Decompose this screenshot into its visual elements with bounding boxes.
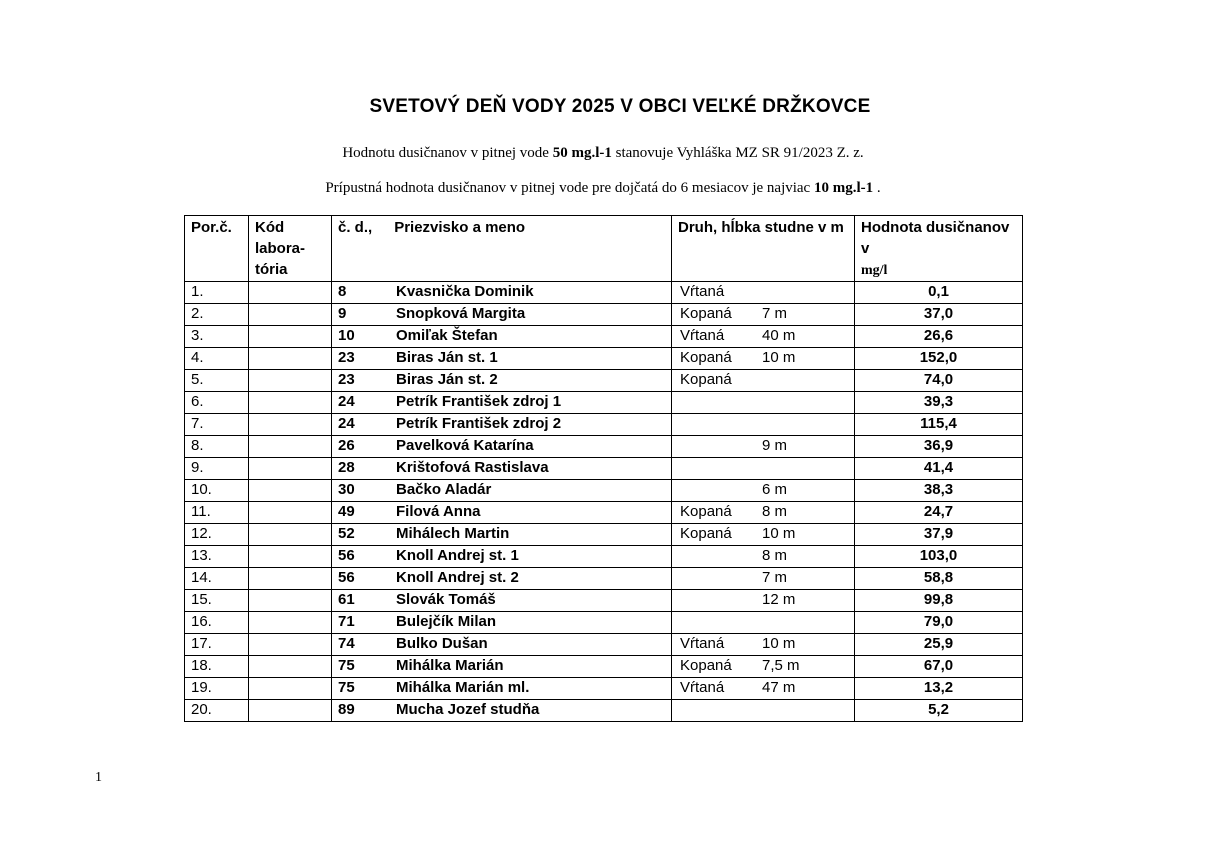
cell-nitrate-value: 37,9	[855, 524, 1023, 546]
header-lab-code: Kód labora-tória	[249, 216, 332, 282]
cell-house-number: 24	[338, 393, 355, 410]
table-row	[185, 568, 1023, 590]
cell-name: Snopková Margita	[396, 305, 526, 322]
cell-well	[672, 590, 855, 612]
cell-lab-code	[249, 458, 332, 480]
cell-lab-code	[249, 678, 332, 700]
cell-well	[672, 414, 855, 436]
cell-well	[672, 304, 855, 326]
cell-well	[672, 348, 855, 370]
cell-house-name	[332, 458, 672, 480]
cell-house-name	[332, 612, 672, 634]
infant-limit-note	[0, 180, 1206, 197]
cell-lab-code	[249, 546, 332, 568]
cell-house-name	[332, 326, 672, 348]
cell-order: 12.	[185, 524, 249, 546]
cell-house-number: 23	[338, 371, 355, 388]
cell-order: 7.	[185, 414, 249, 436]
cell-order: 6.	[185, 392, 249, 414]
cell-name: Kvasnička Dominik	[396, 283, 534, 300]
cell-well	[672, 700, 855, 722]
cell-nitrate-value: 5,2	[855, 700, 1023, 722]
table-row	[185, 304, 1023, 326]
cell-house-name	[332, 546, 672, 568]
cell-well-kind: Kopaná	[680, 525, 732, 542]
cell-house-number: 28	[338, 459, 355, 476]
cell-well	[672, 568, 855, 590]
cell-house-number: 75	[338, 657, 355, 674]
cell-lab-code	[249, 568, 332, 590]
cell-lab-code	[249, 414, 332, 436]
table-row	[185, 282, 1023, 304]
cell-nitrate-value: 13,2	[855, 678, 1023, 700]
cell-well-kind: Kopaná	[680, 371, 732, 388]
cell-well-depth: 6 m	[762, 481, 788, 498]
cell-lab-code	[249, 370, 332, 392]
cell-house-number: 56	[338, 547, 355, 564]
note-text: stanovuje Vyhláška MZ SR 91/2023 Z. z.	[611, 145, 864, 161]
cell-nitrate-value: 103,0	[855, 546, 1023, 568]
table-row	[185, 480, 1023, 502]
cell-nitrate-value: 0,1	[855, 282, 1023, 304]
table-row	[185, 458, 1023, 480]
cell-house-name	[332, 502, 672, 524]
table-row	[185, 524, 1023, 546]
cell-house-name	[332, 590, 672, 612]
cell-lab-code	[249, 348, 332, 370]
cell-lab-code	[249, 700, 332, 722]
cell-order: 5.	[185, 370, 249, 392]
cell-well	[672, 480, 855, 502]
cell-well-kind: Kopaná	[680, 305, 732, 322]
cell-lab-code	[249, 634, 332, 656]
header-well: Druh, hĺbka studne v m	[672, 216, 855, 282]
cell-lab-code	[249, 502, 332, 524]
cell-well-kind: Kopaná	[680, 503, 732, 520]
cell-house-name	[332, 656, 672, 678]
table-row	[185, 436, 1023, 458]
table-row	[185, 414, 1023, 436]
cell-order: 3.	[185, 326, 249, 348]
cell-order: 15.	[185, 590, 249, 612]
cell-house-number: 9	[338, 305, 347, 322]
cell-nitrate-value: 115,4	[855, 414, 1023, 436]
cell-lab-code	[249, 326, 332, 348]
cell-lab-code	[249, 590, 332, 612]
cell-well	[672, 392, 855, 414]
note-limit-value: 50 mg.l-1	[552, 145, 612, 161]
cell-well-depth: 9 m	[762, 437, 788, 454]
cell-house-name	[332, 700, 672, 722]
cell-nitrate-value: 79,0	[855, 612, 1023, 634]
cell-nitrate-value: 25,9	[855, 634, 1023, 656]
table-row	[185, 700, 1023, 722]
cell-well-depth: 12 m	[762, 591, 796, 608]
note-text: Hodnotu dusičnanov v pitnej vode	[342, 145, 553, 161]
cell-house-number: 89	[338, 701, 355, 718]
cell-well-kind: Kopaná	[680, 349, 732, 366]
cell-well-depth: 40 m	[762, 327, 796, 344]
cell-well-kind: Kopaná	[680, 657, 732, 674]
cell-house-name	[332, 348, 672, 370]
table-row	[185, 392, 1023, 414]
cell-order: 10.	[185, 480, 249, 502]
cell-well-kind: Vŕtaná	[680, 679, 725, 696]
cell-well-kind: Vŕtaná	[680, 283, 725, 300]
note-text: Prípustná hodnota dusičnanov v pitnej vode pre dojčatá do 6 mesiacov je najviac	[325, 180, 814, 196]
nitrate-limit-note	[0, 145, 1206, 162]
cell-house-name	[332, 304, 672, 326]
cell-lab-code	[249, 524, 332, 546]
page-number: 1	[95, 770, 102, 785]
table-row	[185, 634, 1023, 656]
cell-house-number: 26	[338, 437, 355, 454]
cell-name: Petrík František zdroj 2	[396, 415, 562, 432]
table-row	[185, 612, 1023, 634]
cell-house-number: 49	[338, 503, 355, 520]
cell-well-kind: Vŕtaná	[680, 635, 725, 652]
cell-well	[672, 436, 855, 458]
cell-name: Mihálka Marián ml.	[396, 679, 530, 696]
table-row	[185, 348, 1023, 370]
cell-order: 18.	[185, 656, 249, 678]
cell-name: Krištofová Rastislava	[396, 459, 549, 476]
cell-house-name	[332, 634, 672, 656]
cell-name: Mucha Jozef studňa	[396, 701, 540, 718]
cell-house-name	[332, 414, 672, 436]
cell-house-number: 75	[338, 679, 355, 696]
cell-order: 16.	[185, 612, 249, 634]
cell-well-depth: 7 m	[762, 305, 788, 322]
cell-nitrate-value: 99,8	[855, 590, 1023, 612]
cell-house-name	[332, 436, 672, 458]
cell-well-depth: 10 m	[762, 349, 796, 366]
cell-name: Filová Anna	[396, 503, 481, 520]
cell-house-name	[332, 392, 672, 414]
table-row	[185, 678, 1023, 700]
table-row	[185, 546, 1023, 568]
cell-name: Omiľak Štefan	[396, 327, 498, 344]
cell-nitrate-value: 39,3	[855, 392, 1023, 414]
table-row	[185, 370, 1023, 392]
cell-order: 19.	[185, 678, 249, 700]
header-name: Priezvisko a meno	[394, 219, 526, 236]
cell-house-number: 23	[338, 349, 355, 366]
header-order: Por.č.	[185, 216, 249, 282]
cell-house-name	[332, 282, 672, 304]
cell-lab-code	[249, 480, 332, 502]
cell-order: 2.	[185, 304, 249, 326]
cell-name: Biras Ján st. 2	[396, 371, 498, 388]
cell-house-number: 71	[338, 613, 355, 630]
cell-lab-code	[249, 656, 332, 678]
cell-house-number: 61	[338, 591, 355, 608]
cell-lab-code	[249, 612, 332, 634]
cell-order: 4.	[185, 348, 249, 370]
note-text: .	[873, 180, 881, 196]
cell-name: Bulko Dušan	[396, 635, 488, 652]
cell-well	[672, 546, 855, 568]
cell-nitrate-value: 41,4	[855, 458, 1023, 480]
cell-nitrate-value: 26,6	[855, 326, 1023, 348]
cell-well	[672, 656, 855, 678]
cell-house-number: 52	[338, 525, 355, 542]
cell-house-number: 74	[338, 635, 355, 652]
cell-house-name	[332, 524, 672, 546]
cell-name: Biras Ján st. 1	[396, 349, 498, 366]
cell-well-kind: Vŕtaná	[680, 327, 725, 344]
cell-name: Petrík František zdroj 1	[396, 393, 562, 410]
cell-nitrate-value: 67,0	[855, 656, 1023, 678]
cell-nitrate-value: 58,8	[855, 568, 1023, 590]
cell-order: 9.	[185, 458, 249, 480]
cell-house-name	[332, 480, 672, 502]
results-table	[184, 215, 1023, 722]
cell-house-number: 24	[338, 415, 355, 432]
cell-order: 1.	[185, 282, 249, 304]
cell-house-number: 30	[338, 481, 355, 498]
header-house-name	[332, 216, 672, 282]
cell-well-depth: 7,5 m	[762, 657, 800, 674]
cell-lab-code	[249, 304, 332, 326]
cell-house-name	[332, 568, 672, 590]
cell-order: 20.	[185, 700, 249, 722]
cell-house-number: 10	[338, 327, 355, 344]
cell-name: Pavelková Katarína	[396, 437, 534, 454]
table-row	[185, 656, 1023, 678]
note-limit-value: 10 mg.l-1	[813, 180, 874, 196]
cell-well	[672, 370, 855, 392]
cell-well-depth: 10 m	[762, 635, 796, 652]
cell-house-name	[332, 370, 672, 392]
cell-well	[672, 524, 855, 546]
table-row	[185, 326, 1023, 348]
cell-name: Mihálech Martin	[396, 525, 510, 542]
cell-lab-code	[249, 392, 332, 414]
cell-house-number: 8	[338, 283, 347, 300]
cell-well-depth: 7 m	[762, 569, 788, 586]
cell-well	[672, 502, 855, 524]
cell-well	[672, 282, 855, 304]
table-row	[185, 502, 1023, 524]
cell-nitrate-value: 152,0	[855, 348, 1023, 370]
cell-well	[672, 634, 855, 656]
cell-order: 11.	[185, 502, 249, 524]
cell-name: Bačko Aladár	[396, 481, 492, 498]
cell-well-depth: 8 m	[762, 503, 788, 520]
table-header-row	[185, 216, 1023, 282]
cell-lab-code	[249, 282, 332, 304]
cell-nitrate-value: 38,3	[855, 480, 1023, 502]
cell-lab-code	[249, 436, 332, 458]
cell-order: 8.	[185, 436, 249, 458]
table-row	[185, 590, 1023, 612]
cell-name: Mihálka Marián	[396, 657, 504, 674]
header-value-label: Hodnota dusičnanov v	[861, 219, 1010, 257]
cell-house-number: 56	[338, 569, 355, 586]
cell-house-name	[332, 678, 672, 700]
cell-well-depth: 10 m	[762, 525, 796, 542]
cell-nitrate-value: 24,7	[855, 502, 1023, 524]
cell-name: Slovák Tomáš	[396, 591, 496, 608]
cell-well	[672, 458, 855, 480]
cell-well-depth: 47 m	[762, 679, 796, 696]
cell-order: 17.	[185, 634, 249, 656]
cell-nitrate-value: 36,9	[855, 436, 1023, 458]
cell-well	[672, 326, 855, 348]
cell-nitrate-value: 74,0	[855, 370, 1023, 392]
header-value-unit: mg/l	[861, 263, 888, 278]
cell-nitrate-value: 37,0	[855, 304, 1023, 326]
cell-name: Knoll Andrej st. 2	[396, 569, 519, 586]
cell-well	[672, 678, 855, 700]
header-value	[855, 216, 1023, 282]
cell-well	[672, 612, 855, 634]
cell-order: 13.	[185, 546, 249, 568]
cell-name: Bulejčík Milan	[396, 613, 497, 630]
document-title: SVETOVÝ DEŇ VODY 2025 V OBCI VEĽKÉ DRŽKOVCE	[369, 96, 871, 117]
header-house: č. d.,	[338, 219, 373, 236]
cell-well-depth: 8 m	[762, 547, 788, 564]
cell-order: 14.	[185, 568, 249, 590]
cell-name: Knoll Andrej st. 1	[396, 547, 519, 564]
